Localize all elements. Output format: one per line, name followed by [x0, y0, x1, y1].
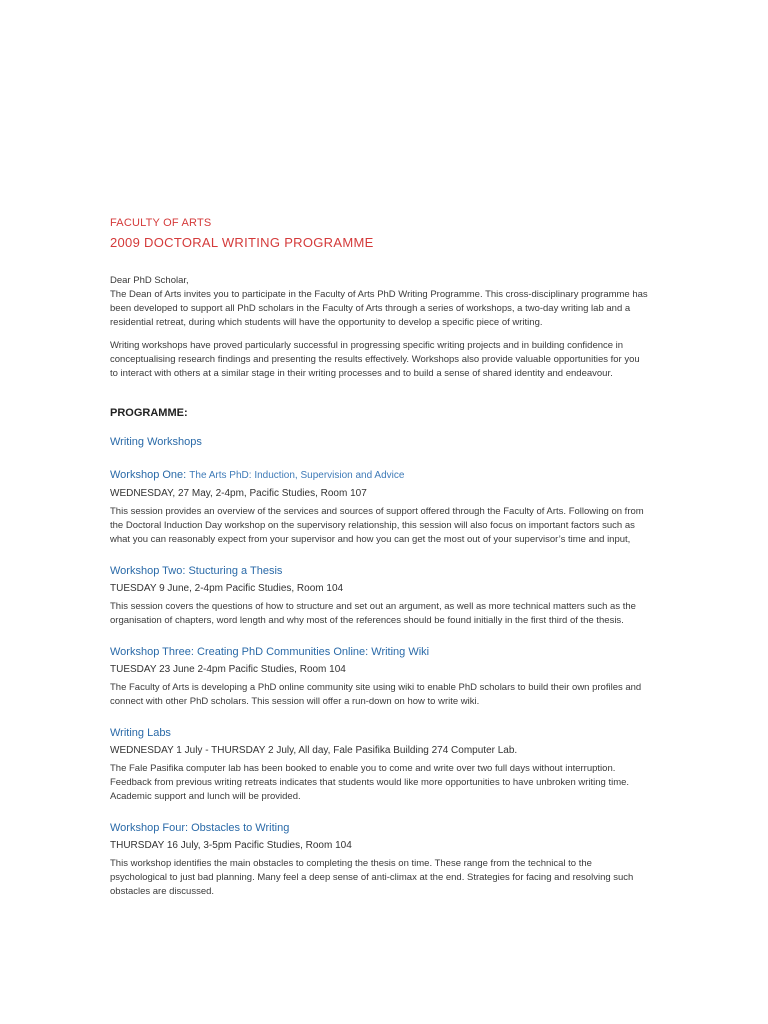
item-description: The Fale Pasifika computer lab has been booked to enable you to come and write over two full days without interruption. Feedback from previous writing retreats indicates that students would like more opportunities to have unbroken writing time. Academic support and lunch will be provided. — [110, 763, 630, 802]
letter-greeting: Dear PhD Scholar, — [110, 275, 189, 286]
item-description: This workshop identifies the main obstacles to completing the thesis on time. These range from the technical to the psychological to just bad planning. Many feel a deep sense of anti-climax at the end. Strategies for facing and resolving such obstacles are discussed. — [110, 858, 634, 897]
item-schedule: TUESDAY 9 June, 2-4pm Pacific Studies, Room 104 — [110, 583, 344, 594]
programme-heading: PROGRAMME: — [110, 407, 188, 419]
item-title: Workshop Three: Creating PhD Communities Online: Writing Wiki — [110, 646, 430, 658]
item-subtitle: The Arts PhD: Induction, Supervision and Advice — [189, 470, 405, 481]
item-title — [110, 468, 650, 483]
item-schedule: THURSDAY 16 July, 3-5pm Pacific Studies, Room 104 — [110, 840, 352, 851]
item-schedule: WEDNESDAY 1 July - THURSDAY 2 July, All day, Fale Pasifika Building 274 Computer Lab. — [110, 745, 518, 756]
page-title: 2009 DOCTORAL WRITING PROGRAMME — [110, 235, 374, 250]
item-title: Writing Labs — [110, 727, 171, 739]
item-description: This session covers the questions of how to structure and set out an argument, as well as more technical matters such as the organisation of chapters, word length and why most of the references should be found initially in the first third of the thesis. — [110, 601, 636, 626]
letter-intro-paragraph: The Dean of Arts invites you to participate in the Faculty of Arts PhD Writing Programme. This cross-disciplinary programme has been developed to support all PhD scholars in the Faculty of Arts through a series of workshops, a two-day writing lab and a residential retreat, during which students will have the opportunity to develop a specific piece of writing. — [110, 289, 648, 328]
item-title-text: Workshop One: — [110, 469, 187, 481]
item-schedule: TUESDAY 23 June 2-4pm Pacific Studies, Room 104 — [110, 664, 346, 675]
programme-item-workshop-two — [110, 564, 650, 628]
writing-workshops-heading: Writing Workshops — [110, 436, 202, 448]
faculty-label: FACULTY OF ARTS — [110, 217, 212, 229]
item-description: The Faculty of Arts is developing a PhD online community site using wiki to enable PhD scholars to build their own profiles and connect with other PhD scholars. This session will offer a run-down on how to write wiki. — [110, 682, 642, 707]
programme-item-workshop-four — [110, 821, 650, 899]
item-title: Workshop Two: Stucturing a Thesis — [110, 565, 283, 577]
document-page — [110, 216, 650, 899]
item-schedule: WEDNESDAY, 27 May, 2-4pm, Pacific Studies, Room 107 — [110, 488, 367, 499]
programme-item-writing-labs — [110, 726, 650, 804]
programme-item-workshop-three — [110, 645, 650, 709]
item-description: This session provides an overview of the services and sources of support offered through the Faculty of Arts. Following on from the Doctoral Induction Day workshop on the supervisory relationship, this session will also focus on important factors such as what you can reasonably expect from your supervisor and how you can get the most out of your supervisor’s time and input, — [110, 506, 644, 545]
programme-item-workshop-one — [110, 468, 650, 547]
letter-second-paragraph: Writing workshops have proved particularly successful in progressing specific writing projects and in building confidence in conceptualising research findings and presenting the results effectively. Workshops also provide valuable opportunities for you to interact with others at a similar stage in their writing processes and to build a sense of shared identity and endeavour. — [110, 340, 640, 379]
item-title: Workshop Four: Obstacles to Writing — [110, 822, 290, 834]
